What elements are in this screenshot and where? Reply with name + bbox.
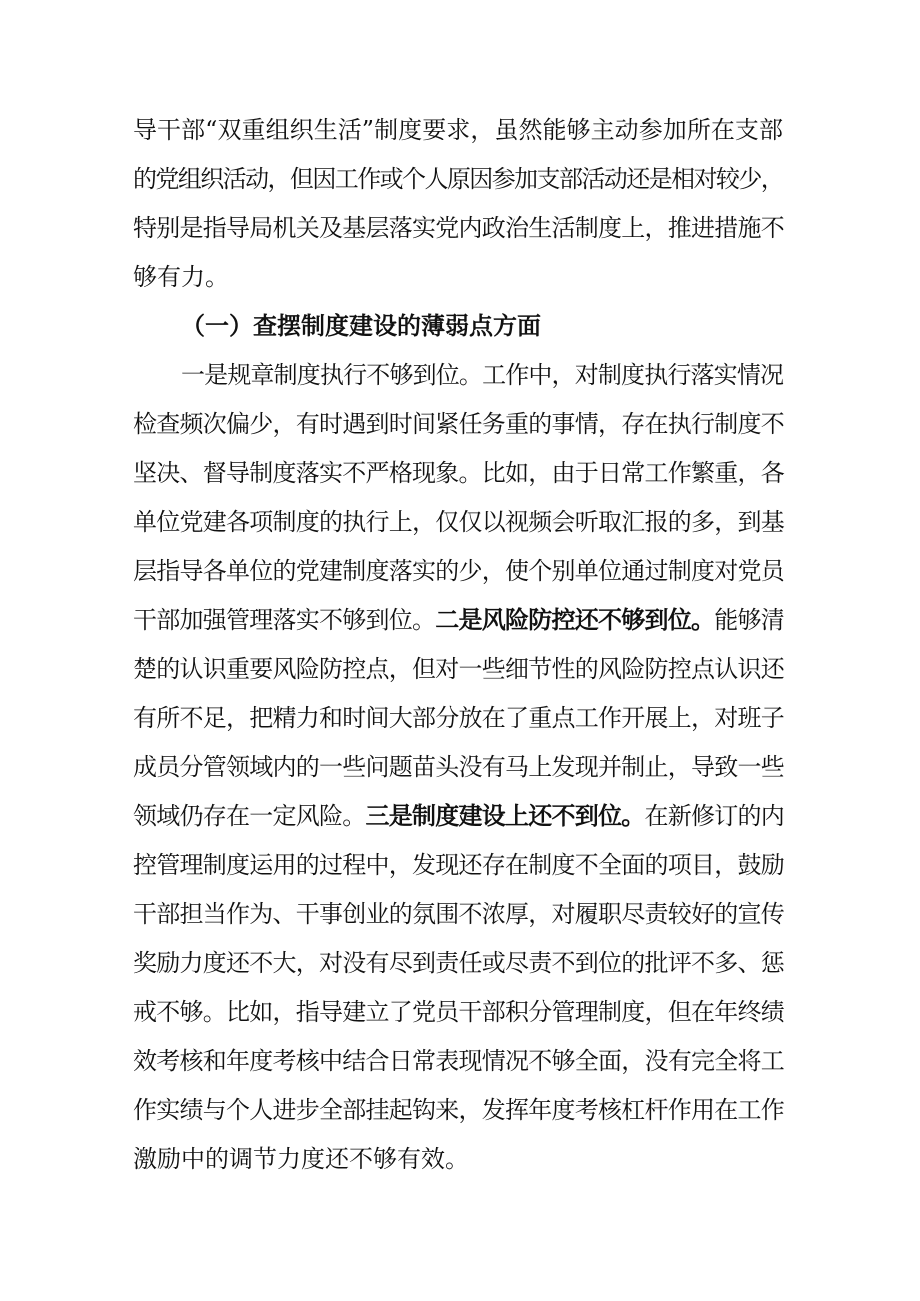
paragraph-2-line-17: 激励中的调节力度还不够有效。: [133, 1145, 469, 1173]
point-two-heading: 二是风险防控还不够到位。: [435, 606, 715, 634]
paragraph-2-line-3: 坚决、督导制度落实不严格现象。比如，由于日常工作繁重，各: [133, 459, 784, 487]
paragraph-1-line-4: 够有力。: [133, 263, 229, 291]
paragraph-2-line-2: 检查频次偏少，有时遇到时间紧任务重的事情，存在执行制度不: [133, 410, 784, 438]
line-10-text-before: 领域仍存在一定风险。: [133, 802, 366, 830]
paragraph-1-line-1: 导干部“双重组织生活”制度要求，虽然能够主动参加所在支部: [133, 116, 783, 144]
paragraph-2-line-11: 控管理制度运用的过程中，发现还存在制度不全面的项目，鼓励: [133, 851, 784, 879]
paragraph-2-line-12: 干部担当作为、干事创业的氛围不浓厚，对履职尽责较好的宣传: [133, 900, 784, 928]
line-6-text-after: 能够清: [714, 606, 784, 634]
paragraph-1-line-3: 特别是指导局机关及基层落实党内政治生活制度上，推进措施不: [133, 214, 784, 242]
line-6-text-before: 干部加强管理落实不够到位。: [133, 606, 436, 634]
paragraph-2-line-8: 有所不足，把精力和时间大部分放在了重点工作开展上，对班子: [133, 704, 784, 732]
paragraph-2-line-10: [133, 796, 783, 836]
point-three-heading: 三是制度建设上还不到位。: [365, 802, 645, 830]
paragraph-2-line-14: 戒不够。比如，指导建立了党员干部积分管理制度，但在年终绩: [133, 998, 784, 1026]
section-heading: （一）查摆制度建设的薄弱点方面: [181, 312, 541, 340]
paragraph-2-line-13: 奖励力度还不大，对没有尽到责任或尽责不到位的批评不多、惩: [133, 949, 784, 977]
paragraph-2-line-9: 成员分管领域内的一些问题苗头没有马上发现并制止，导致一些: [133, 753, 784, 781]
paragraph-2-line-1: 一是规章制度执行不够到位。工作中，对制度执行落实情况: [181, 361, 783, 389]
paragraph-2-line-6: [133, 600, 783, 640]
line-10-text-after: 在新修订的内: [644, 802, 784, 830]
paragraph-2-line-5: 层指导各单位的党建制度落实的少，使个别单位通过制度对党员: [133, 557, 784, 585]
paragraph-2-line-16: 作实绩与个人进步全部挂起钩来，发挥年度考核杠杆作用在工作: [133, 1096, 784, 1124]
paragraph-2-line-7: 楚的认识重要风险防控点，但对一些细节性的风险防控点认识还: [133, 655, 784, 683]
paragraph-2-line-15: 效考核和年度考核中结合日常表现情况不够全面，没有完全将工: [133, 1047, 784, 1075]
paragraph-1-line-2: 的党组织活动，但因工作或个人原因参加支部活动还是相对较少，: [133, 165, 783, 193]
paragraph-2-line-4: 单位党建各项制度的执行上，仅仅以视频会听取汇报的多，到基: [133, 508, 784, 536]
